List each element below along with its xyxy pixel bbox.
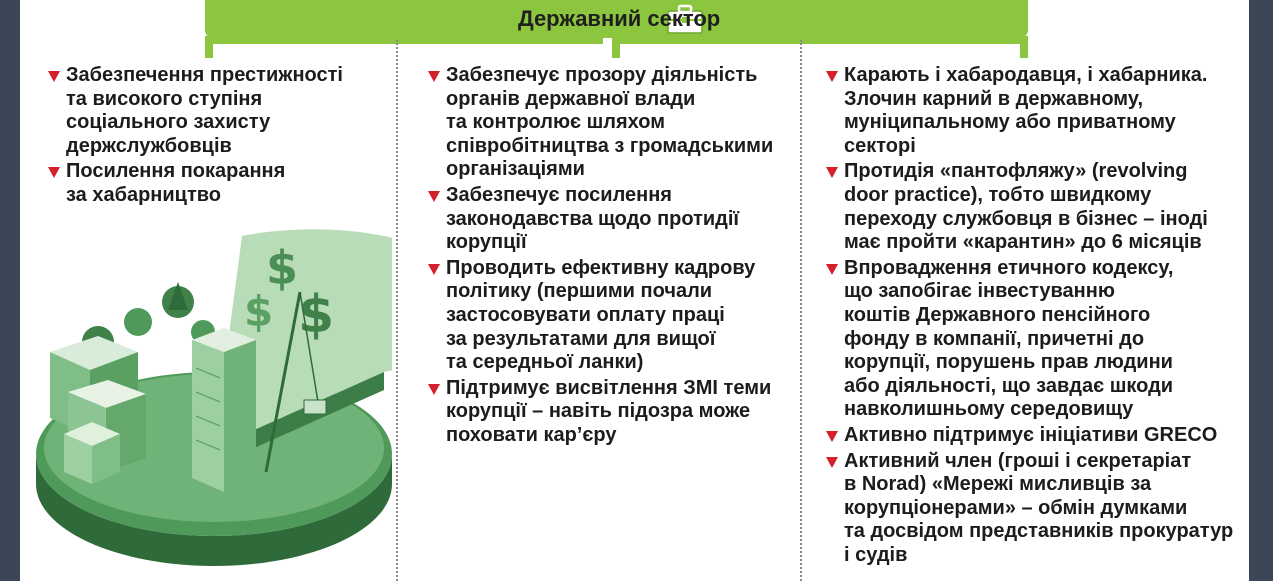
left-frame-border [0,0,20,581]
triangle-bullet-icon [428,264,440,275]
list-item-text: Активний член (гроші і секретаріат в Norad) «Мережі мисливців за корупціонерами» – обмін думками та досвідом представників прокуратур і судів [844,449,1234,566]
triangle-bullet-icon [826,167,838,178]
list-item-text: Протидія «пантофляжу» (revolving door practice), тобто швидкому переходу службовця в бізнес – іноді має пройти «карантин» до 6 місяців [844,160,1208,254]
right-frame-border [1249,0,1273,581]
list-item [824,257,1234,422]
list-item-text: Карають і хабародавця, і хабарника. Злочин карний в державному, муніципальному або приватному секторі [844,64,1208,157]
list-item-text: Проводить ефективну кадрову політику (першими почали застосовувати оплату праці за результатами для вищої та середньої ланки) [446,256,756,374]
triangle-bullet-icon [826,431,838,442]
list-item [426,64,796,182]
list-item-text: Впровадження етичного кодексу, що запобігає інвестуванню коштів Державного пенсійного фонду в компанії, причетні до корупції, порушень прав людини або діяльності, що завдає шкоди навколишньому середовищу [844,256,1174,421]
triangle-bullet-icon [48,71,60,82]
list-item-text: Активно підтримує ініціативи GRECO [844,423,1218,446]
svg-text:$: $ [298,285,335,345]
header-bracket-right [612,36,1028,58]
list-item [46,64,366,158]
triangle-bullet-icon [428,191,440,202]
list-item-text: Посилення покарання за хабарництво [66,160,286,206]
section-title: Державний сектор [518,6,721,31]
list-item [426,257,796,375]
column-3 [824,64,1234,569]
triangle-bullet-icon [826,457,838,468]
list-item-text: Підтримує висвітлення ЗМІ теми корупції – навіть підозра може поховати кар’єру [446,376,772,446]
triangle-bullet-icon [428,71,440,82]
svg-text:$: $ [266,241,299,295]
list-item [426,184,796,255]
city-money-pie-illustration [28,222,392,577]
triangle-bullet-icon [48,167,60,178]
column-2 [426,64,796,450]
column-divider [396,40,398,581]
column-1 [46,64,366,210]
triangle-bullet-icon [428,384,440,395]
list-item [426,377,796,448]
list-item [46,160,366,207]
list-item [824,450,1234,568]
list-item-text: Забезпечує прозору діяльність органів державної влади та контролює шляхом співробітництва з громадськими організаціями [446,64,774,181]
list-item [824,424,1234,448]
svg-text:$: $ [244,287,274,336]
header-bracket-left [205,36,603,58]
triangle-bullet-icon [826,71,838,82]
list-item [824,160,1234,254]
list-item-text: Забезпечує посилення законодавства щодо протидії корупції [446,183,740,254]
column-divider [800,40,802,581]
list-item-text: Забезпечення престижності та високого ступіня соціального захисту держслужбовців [66,64,343,157]
list-item [824,64,1234,158]
triangle-bullet-icon [826,264,838,275]
